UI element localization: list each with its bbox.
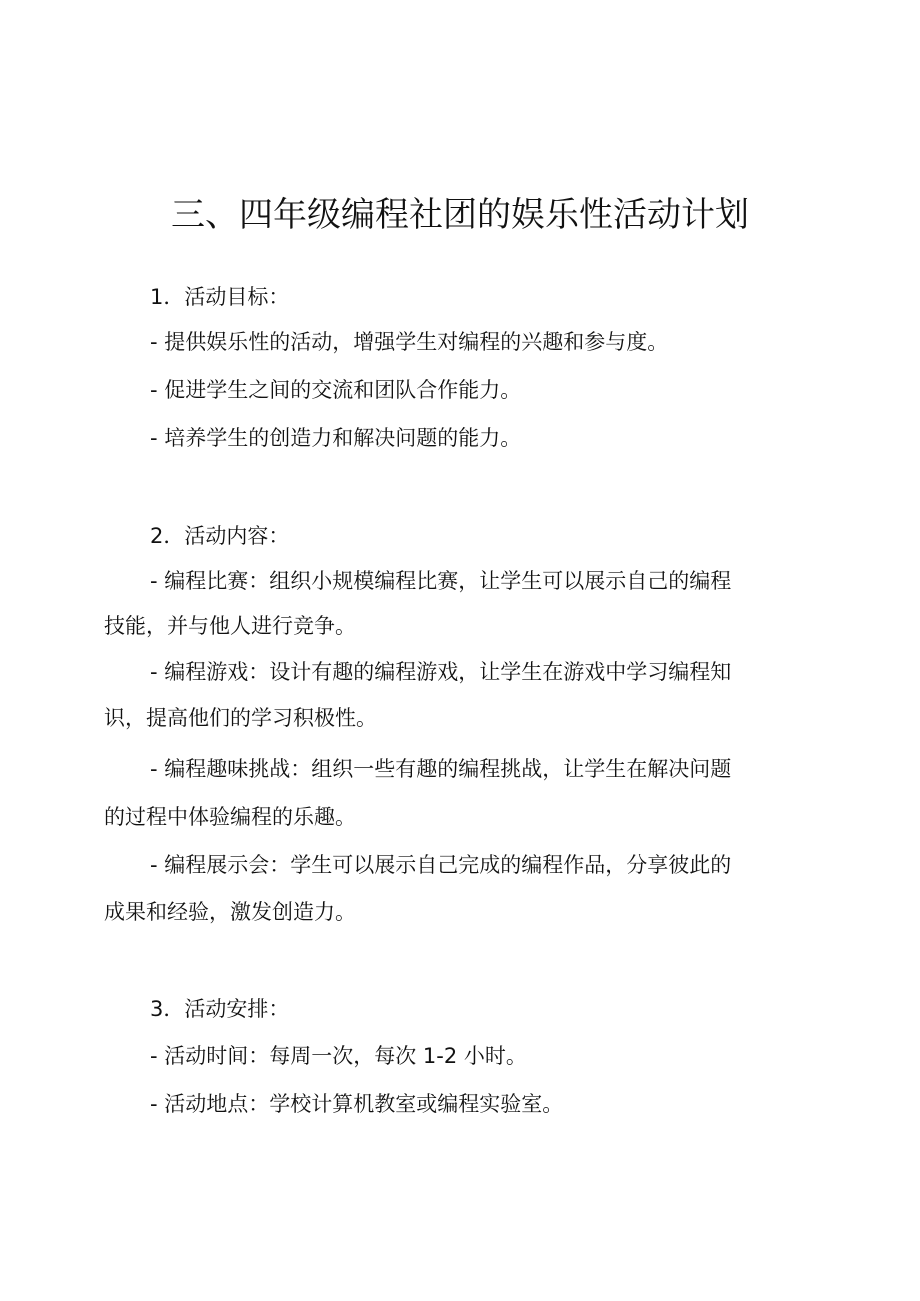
list-item: - 编程趣味挑战：组织一些有趣的编程挑战，让学生在解决问题 <box>150 757 732 781</box>
page-title: 三、四年级编程社团的娱乐性活动计划 <box>171 194 749 235</box>
list-item: - 促进学生之间的交流和团队合作能力。 <box>150 378 522 402</box>
list-item: - 提供娱乐性的活动，增强学生对编程的兴趣和参与度。 <box>150 330 669 354</box>
list-item: - 编程比赛：组织小规模编程比赛，让学生可以展示自己的编程 <box>150 569 732 593</box>
list-item-continuation: 的过程中体验编程的乐趣。 <box>104 805 356 829</box>
list-item-continuation: 识，提高他们的学习积极性。 <box>104 706 377 730</box>
section-heading-goals: 1．活动目标： <box>150 285 290 309</box>
list-item-continuation: 技能，并与他人进行竞争。 <box>104 614 356 638</box>
list-item-continuation: 成果和经验，激发创造力。 <box>104 900 356 924</box>
list-item: - 活动地点：学校计算机教室或编程实验室。 <box>150 1092 564 1116</box>
section-heading-content: 2．活动内容： <box>150 524 290 548</box>
list-item: - 培养学生的创造力和解决问题的能力。 <box>150 426 522 450</box>
list-item: - 编程展示会：学生可以展示自己完成的编程作品，分享彼此的 <box>150 853 732 877</box>
list-item: - 活动时间：每周一次，每次 1-2 小时。 <box>150 1044 527 1068</box>
list-item: - 编程游戏：设计有趣的编程游戏，让学生在游戏中学习编程知 <box>150 660 732 684</box>
section-heading-arrangement: 3．活动安排： <box>150 997 290 1021</box>
